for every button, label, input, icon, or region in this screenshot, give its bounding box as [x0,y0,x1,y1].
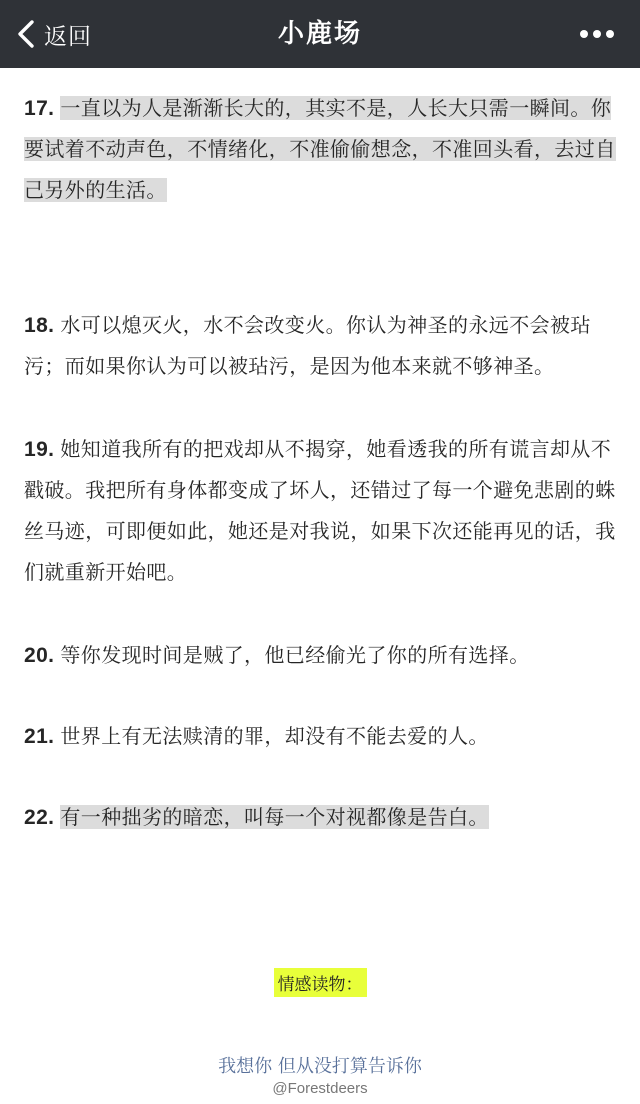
more-dot-icon [593,30,601,38]
list-item-18 [24,305,620,387]
section-label-text: 情感读物： [274,968,367,997]
navigation-bar [0,0,640,68]
list-item-22 [24,797,620,838]
item-text: 一直以为人是渐渐长大的，其实不是，人长大只需一瞬间。你要试着不动声色，不情绪化，不准偷偷想念，不准回头看，去过自己另外的生活。 [24,96,616,202]
back-label: 返回 [44,23,92,50]
item-number: 22. [24,806,55,829]
item-number: 18. [24,314,55,337]
section-label [0,968,640,997]
item-text: 等你发现时间是贼了，他已经偷光了你的所有选择。 [60,643,530,667]
more-dot-icon [580,30,588,38]
list-item-20 [24,635,620,676]
list-item-17 [24,88,620,211]
item-number: 21. [24,725,55,748]
more-dot-icon [606,30,614,38]
item-number: 19. [24,438,55,461]
item-text: 有一种拙劣的暗恋，叫每一个对视都像是告白。 [60,805,489,829]
list-item-19 [24,429,620,593]
list-item-21 [24,716,620,757]
related-article-link[interactable]: 我想你 但从没打算告诉你 [218,1056,422,1077]
item-number: 17. [24,97,55,120]
page-title: 小鹿场 [277,19,362,49]
article-body [24,88,620,838]
more-options-button[interactable] [575,0,614,68]
item-text: 水可以熄灭火，水不会改变火。你认为神圣的永远不会被玷污；而如果你认为可以被玷污，是因为他本来就不够神圣。 [24,313,591,378]
item-number: 20. [24,644,55,667]
item-text: 她知道我所有的把戏却从不揭穿，她看透我的所有谎言却从不戳破。我把所有身体都变成了坏人，还错过了每一个避免悲剧的蛛丝马迹，可即便如此，她还是对我说，如果下次还能再见的话，我们就重新开始吧。 [24,437,616,584]
watermark: @Forestdeers [272,1080,368,1097]
item-text: 世界上有无法赎清的罪，却没有不能去爱的人。 [60,724,489,748]
